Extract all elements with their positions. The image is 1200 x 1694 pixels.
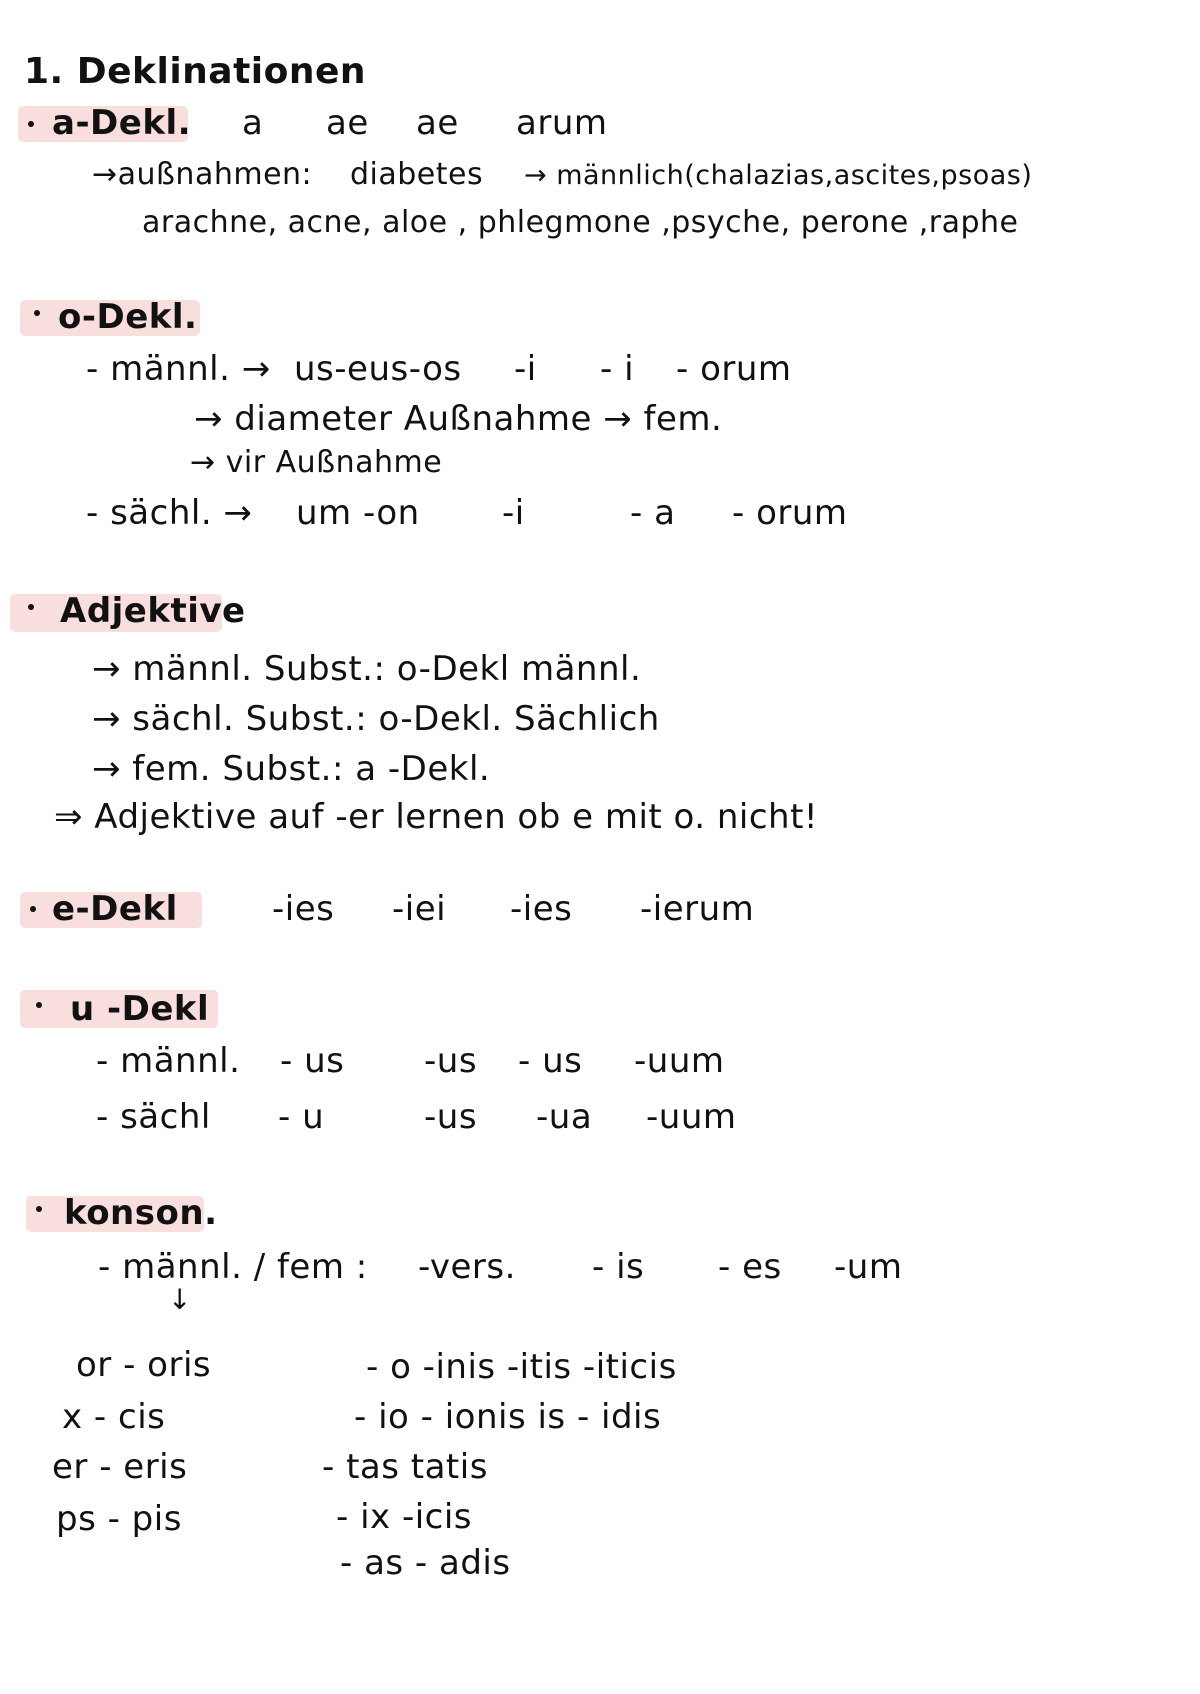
a-dekl-ending-2: ae: [326, 103, 369, 143]
konson-left-pair-4: ps - pis: [56, 1499, 182, 1539]
konson-left-pair-2: x - cis: [62, 1397, 166, 1437]
e-dekl-ending-3: -ies: [510, 889, 573, 929]
a-dekl-exception-list: arachne, acne, aloe , phlegmone ,psyche, perone ,raphe: [142, 205, 1019, 240]
o-dekl-neut-ending-4: - orum: [732, 493, 848, 533]
a-dekl-ending-3: ae: [416, 103, 459, 143]
bullet-a-dekl: [28, 121, 34, 127]
u-dekl-masc-ending-1: - us: [280, 1041, 345, 1081]
u-dekl-neut-ending-3: -ua: [536, 1097, 593, 1137]
konson-left-pair-1: or - oris: [76, 1345, 212, 1385]
konson-ending-1: -vers.: [418, 1247, 516, 1287]
down-arrow-icon: ↓: [168, 1283, 192, 1316]
o-dekl-masc-ending-2: -i: [514, 349, 537, 389]
u-dekl-neut-ending-1: - u: [278, 1097, 325, 1137]
konson-label: - männl. / fem :: [98, 1247, 368, 1287]
heading-e-dekl: e-Dekl: [52, 889, 178, 929]
konson-right-row-1: - o -inis -itis -iticis: [366, 1347, 677, 1387]
o-dekl-neut-label: - sächl. →: [86, 493, 253, 533]
e-dekl-ending-1: -ies: [272, 889, 335, 929]
adjektive-note: ⇒ Adjektive auf -er lernen ob e mit o. nicht!: [54, 797, 819, 837]
heading-a-dekl: a-Dekl.: [52, 103, 192, 143]
o-dekl-masc-label: - männl. →: [86, 349, 271, 389]
o-dekl-note-vir: → vir Außnahme: [190, 445, 443, 480]
u-dekl-masc-label: - männl.: [96, 1041, 241, 1081]
u-dekl-masc-ending-3: - us: [518, 1041, 583, 1081]
a-dekl-ending-1: a: [242, 103, 264, 143]
konson-ending-2: - is: [592, 1247, 645, 1287]
konson-right-row-5: - as - adis: [340, 1543, 511, 1583]
e-dekl-ending-4: -ierum: [640, 889, 755, 929]
konson-right-row-2: - io - ionis is - idis: [354, 1397, 662, 1437]
o-dekl-neut-ending-1: um -on: [296, 493, 420, 533]
adjektive-rule-3: → fem. Subst.: a -Dekl.: [92, 749, 491, 789]
bullet-e-dekl: [30, 906, 36, 912]
bullet-konson: [36, 1206, 42, 1212]
heading-o-dekl: o-Dekl.: [58, 297, 198, 337]
konson-ending-3: - es: [718, 1247, 782, 1287]
heading-adjektive: Adjektive: [60, 591, 246, 631]
o-dekl-masc-ending-3: - i: [600, 349, 635, 389]
u-dekl-masc-ending-4: -uum: [634, 1041, 725, 1081]
o-dekl-note-diameter: → diameter Außnahme → fem.: [194, 399, 723, 439]
adjektive-rule-1: → männl. Subst.: o-Dekl männl.: [92, 649, 642, 689]
u-dekl-neut-label: - sächl: [96, 1097, 211, 1137]
konson-ending-4: -um: [834, 1247, 903, 1287]
adjektive-rule-2: → sächl. Subst.: o-Dekl. Sächlich: [92, 699, 660, 739]
konson-left-pair-3: er - eris: [52, 1447, 188, 1487]
u-dekl-neut-ending-2: -us: [424, 1097, 478, 1137]
o-dekl-neut-ending-2: -i: [502, 493, 525, 533]
bullet-adjektive: [28, 604, 34, 610]
a-dekl-exception-diabetes: diabetes: [350, 157, 484, 192]
konson-right-row-4: - ix -icis: [336, 1497, 473, 1537]
o-dekl-neut-ending-3: - a: [630, 493, 676, 533]
heading-u-dekl: u -Dekl: [70, 989, 210, 1029]
heading-konson: konson.: [64, 1193, 218, 1233]
bullet-u-dekl: [36, 1002, 42, 1008]
o-dekl-masc-ending-1: us-eus-os: [294, 349, 462, 389]
a-dekl-male-exceptions: → männlich(chalazias,ascites,psoas): [524, 160, 1033, 191]
e-dekl-ending-2: -iei: [392, 889, 447, 929]
konson-right-row-3: - tas tatis: [322, 1447, 488, 1487]
u-dekl-masc-ending-2: -us: [424, 1041, 478, 1081]
a-dekl-exceptions-label: →außnahmen:: [92, 157, 313, 192]
u-dekl-neut-ending-4: -uum: [646, 1097, 737, 1137]
page-title: 1. Deklinationen: [24, 51, 367, 92]
bullet-o-dekl: [34, 310, 40, 316]
a-dekl-ending-4: arum: [516, 103, 608, 143]
o-dekl-masc-ending-4: - orum: [676, 349, 792, 389]
